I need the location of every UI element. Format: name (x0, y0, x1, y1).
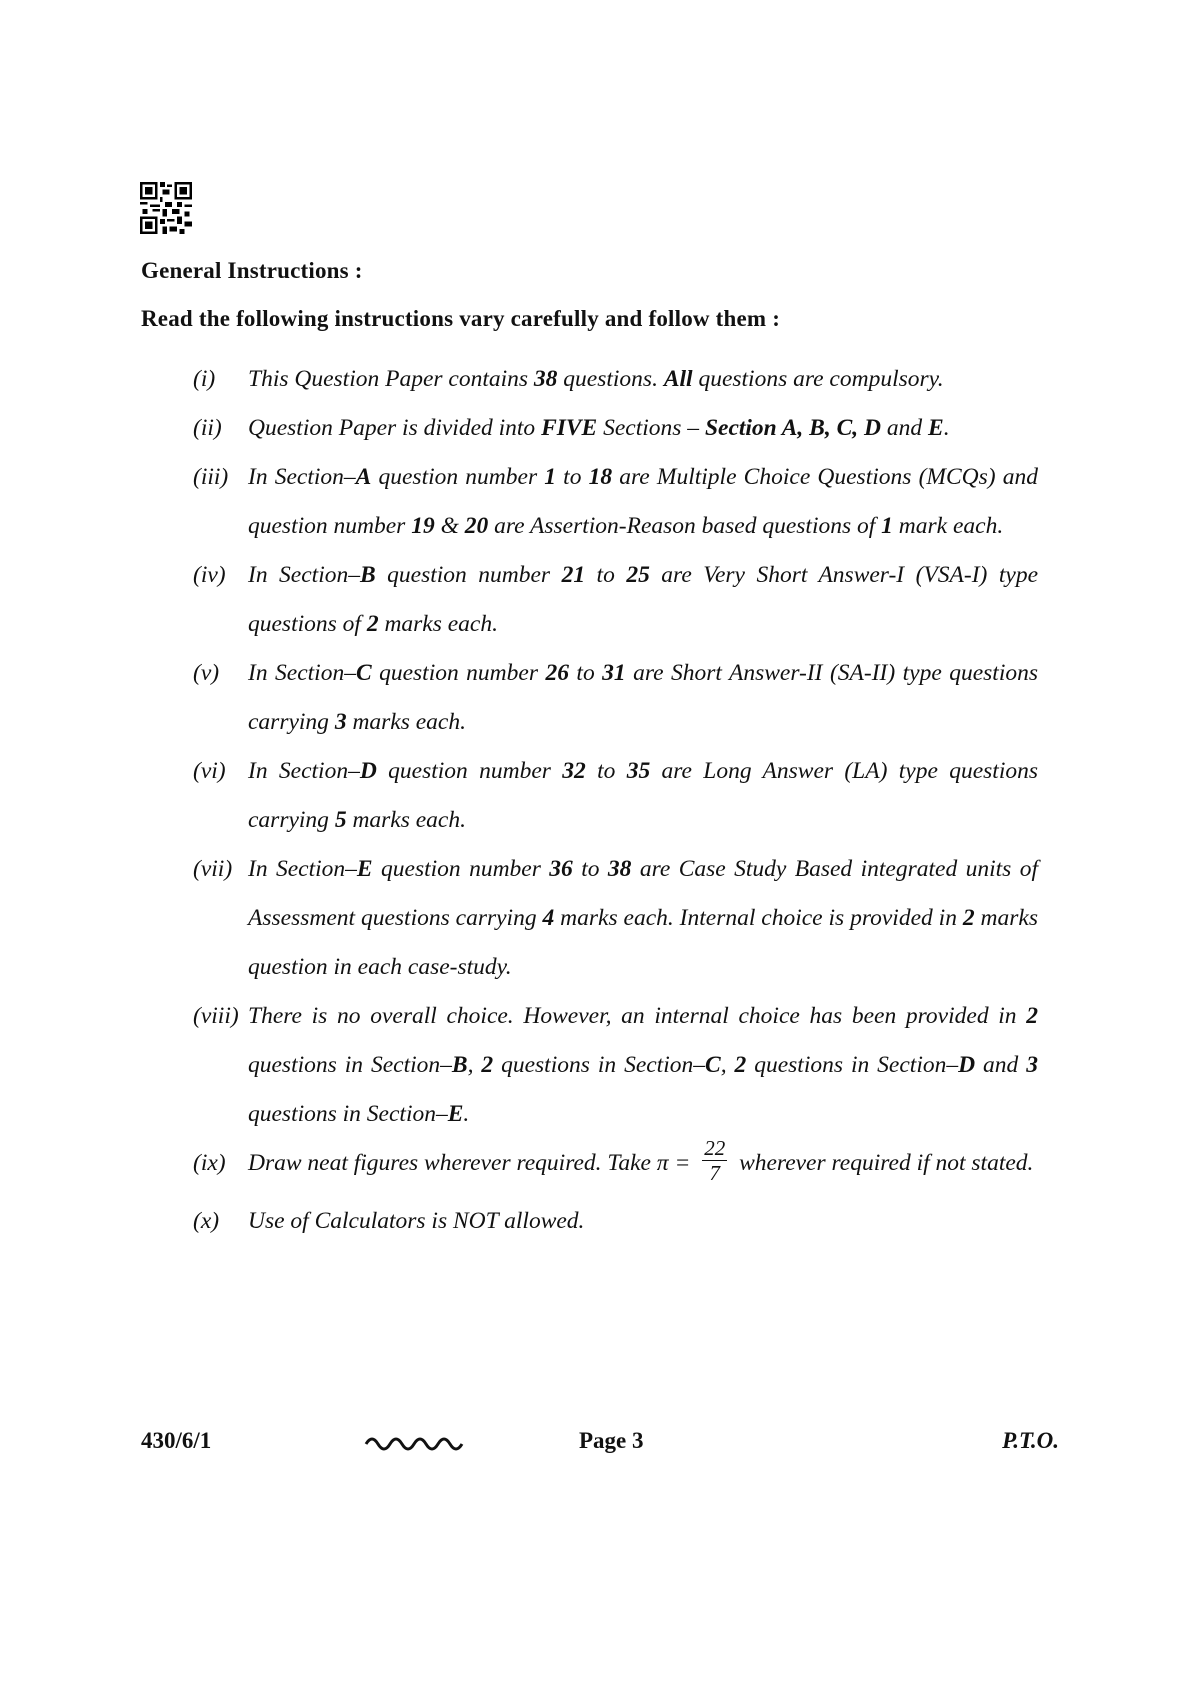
instruction-text (248, 649, 1038, 747)
emphasis-text: D (958, 1052, 976, 1078)
instruction-text (248, 1136, 1038, 1189)
emphasis-text: 36 (549, 856, 573, 882)
text-segment: and (881, 415, 928, 441)
emphasis-text: 31 (602, 660, 626, 686)
text-segment: are Multiple Choice Questions (MCQs) and question number (248, 464, 1038, 539)
instruction-item (193, 453, 1038, 551)
text-segment: questions in Section– (746, 1052, 959, 1078)
text-segment: mark each. (892, 513, 1004, 539)
instruction-text-after: wherever required if not stated. (733, 1150, 1034, 1176)
instruction-text (248, 355, 1038, 404)
instruction-text: Use of Calculators is NOT allowed. (248, 1208, 585, 1235)
paper-code: 430/6/1 (141, 1428, 212, 1453)
emphasis-text: 32 (562, 758, 586, 784)
emphasis-text: B (451, 1052, 468, 1078)
text-segment: questions in Section– (493, 1052, 705, 1078)
emphasis-text: 21 (561, 562, 586, 588)
text-segment: , (720, 1052, 735, 1078)
emphasis-text: 38 (607, 856, 632, 882)
emphasis-text: 1 (544, 464, 557, 490)
text-segment: to (556, 464, 589, 490)
emphasis-text: E (356, 856, 373, 882)
text-segment: question number (371, 464, 545, 490)
instruction-number: (v) (193, 660, 220, 686)
text-segment: are Assertion-Reason based questions of (488, 513, 882, 539)
text-segment: questions. (557, 366, 664, 392)
emphasis-text: E (447, 1101, 464, 1127)
wavy-line-icon (364, 1430, 464, 1454)
text-segment: & (434, 513, 465, 539)
pi-fraction (702, 1136, 727, 1185)
emphasis-text: 1 (881, 513, 893, 539)
text-segment: marks question in each case-study. (248, 905, 1038, 980)
text-segment: to (585, 562, 627, 588)
emphasis-text: 2 (366, 611, 379, 637)
text-segment: In Section– (248, 464, 356, 490)
text-segment: question number (372, 856, 550, 882)
instruction-item (193, 355, 1038, 404)
instructions-subheading: Read the following instructions vary carefully and follow them : (141, 306, 781, 331)
text-segment: question number (376, 758, 563, 784)
text-segment: , (467, 1052, 482, 1078)
text-segment: In Section– (248, 758, 360, 784)
instruction-number: (iv) (193, 562, 226, 588)
text-segment: question number (371, 660, 546, 686)
instruction-text (248, 453, 1038, 551)
text-segment: . (463, 1101, 470, 1127)
instruction-number: (viii) (193, 1003, 239, 1029)
instruction-text-before: Draw neat figures wherever required. Take π = (248, 1150, 697, 1176)
emphasis-text: D (359, 758, 377, 784)
instruction-item (193, 551, 1038, 649)
instruction-number: (x) (193, 1208, 220, 1235)
text-segment: to (568, 660, 603, 686)
emphasis-text: 4 (542, 905, 555, 931)
fraction-denominator: 7 (709, 1161, 720, 1186)
text-segment: In Section– (248, 856, 357, 882)
emphasis-text: A (355, 464, 372, 490)
text-segment: are Very Short Answer-I (VSA-I) type questions of (248, 562, 1039, 637)
instruction-text (248, 747, 1038, 845)
instruction-number: (ii) (193, 415, 222, 441)
text-segment: Sections – (597, 415, 705, 441)
instruction-text (248, 992, 1038, 1139)
instruction-item-x (193, 1197, 1038, 1246)
emphasis-text: 2 (1026, 1003, 1038, 1029)
emphasis-text: 20 (464, 513, 489, 539)
emphasis-text: 2 (481, 1052, 494, 1078)
text-segment: question number (375, 562, 562, 588)
emphasis-text: 2 (734, 1052, 747, 1078)
emphasis-text: 38 (533, 366, 558, 392)
emphasis-text: All (663, 366, 693, 392)
text-segment: are Short Answer-II (SA-II) type questions carrying (248, 660, 1039, 735)
emphasis-text: C (355, 660, 372, 686)
text-segment: There is no overall choice. However, an internal choice has been provided in (248, 1003, 1027, 1029)
instruction-item (193, 845, 1038, 992)
text-segment: questions in Section– (248, 1052, 452, 1078)
page-number: Page 3 (579, 1428, 644, 1453)
emphasis-text: 25 (626, 562, 650, 588)
instruction-number: (iii) (193, 464, 229, 490)
text-segment: marks each. (378, 611, 498, 637)
emphasis-text: FIVE (541, 415, 598, 441)
instruction-item-ix (193, 1136, 1038, 1189)
emphasis-text: 19 (411, 513, 435, 539)
general-instructions-heading: General Instructions : (141, 258, 363, 283)
instruction-item (193, 747, 1038, 845)
text-segment: marks each. (346, 807, 466, 833)
emphasis-text: C (705, 1052, 721, 1078)
text-segment: and (975, 1052, 1027, 1078)
text-segment: This Question Paper contains (248, 366, 534, 392)
emphasis-text: 3 (1026, 1052, 1038, 1078)
instruction-item (193, 992, 1038, 1139)
emphasis-text: 5 (334, 807, 347, 833)
emphasis-text: 2 (962, 905, 975, 931)
fraction-numerator: 22 (704, 1136, 726, 1161)
please-turn-over: P.T.O. (1002, 1428, 1059, 1453)
emphasis-text: 18 (588, 464, 613, 490)
emphasis-text: B (359, 562, 376, 588)
text-segment: to (572, 856, 608, 882)
text-segment: In Section– (248, 660, 356, 686)
text-segment: Question Paper is divided into (248, 415, 542, 441)
qr-code-icon (140, 182, 192, 234)
text-segment: marks each. Internal choice is provided in (554, 905, 963, 931)
text-segment: questions in Section– (248, 1101, 448, 1127)
instruction-item (193, 649, 1038, 747)
emphasis-text: 3 (334, 709, 347, 735)
text-segment: are Long Answer (LA) type questions carrying (248, 758, 1039, 833)
text-segment: In Section– (248, 562, 360, 588)
instruction-text (248, 404, 1038, 453)
emphasis-text: 26 (545, 660, 569, 686)
instruction-text (248, 845, 1038, 992)
emphasis-text: 35 (626, 758, 651, 784)
text-segment: are Case Study Based integrated units of Assessment questions carrying (248, 856, 1039, 931)
instruction-number: (vii) (193, 856, 233, 882)
instruction-number: (i) (193, 366, 216, 392)
instruction-item (193, 404, 1038, 453)
emphasis-text: E (928, 415, 944, 441)
page-footer (141, 1428, 1059, 1458)
text-segment: . (943, 415, 950, 441)
instruction-number: (vi) (193, 758, 226, 784)
instructions-list (193, 355, 1038, 1246)
emphasis-text: Section A, B, C, D (704, 415, 881, 441)
text-segment: questions are compulsory. (692, 366, 944, 392)
text-segment: to (585, 758, 627, 784)
instruction-text (248, 551, 1038, 649)
instruction-number: (ix) (193, 1150, 226, 1176)
text-segment: marks each. (346, 709, 466, 735)
